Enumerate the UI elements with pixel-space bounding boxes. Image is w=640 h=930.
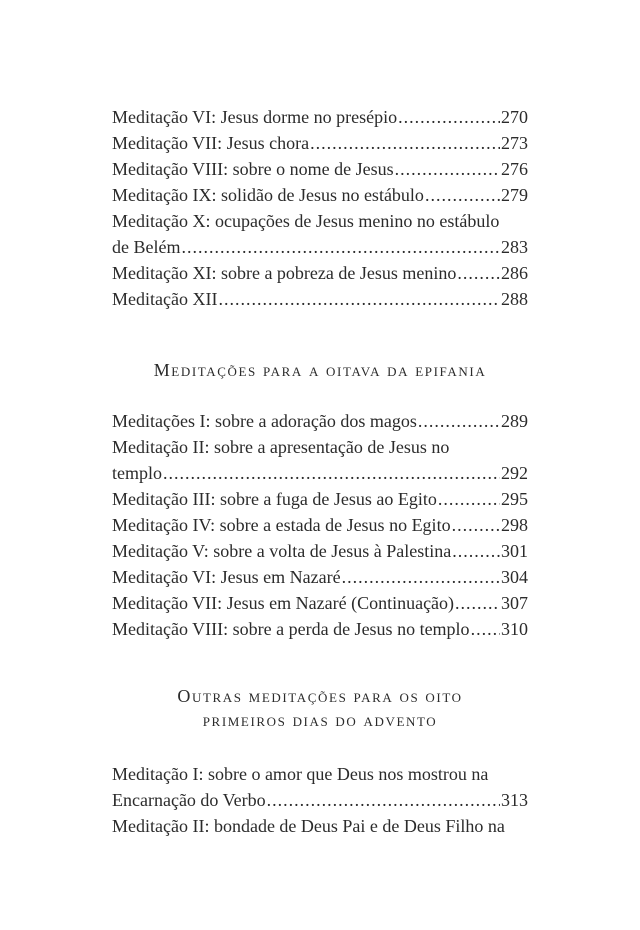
section-heading-line: Outras meditações para os oito bbox=[177, 686, 463, 706]
toc-entry-page: 283 bbox=[501, 237, 528, 257]
toc-entry-title: Meditação XI: sobre a pobreza de Jesus menino bbox=[112, 263, 457, 283]
toc-entry bbox=[112, 486, 528, 512]
toc-entry-title: Meditação VII: Jesus chora bbox=[112, 133, 310, 153]
toc-entry bbox=[112, 182, 528, 208]
toc-entry bbox=[112, 130, 528, 156]
toc-entry-page: 289 bbox=[501, 411, 528, 431]
leader-dots bbox=[163, 460, 500, 486]
toc-entry-page: 288 bbox=[501, 289, 528, 309]
toc-entry-page: 304 bbox=[501, 567, 528, 587]
toc-entry-page: 295 bbox=[501, 489, 528, 509]
section-heading-line: primeiros dias do advento bbox=[202, 710, 438, 730]
leader-dots bbox=[181, 234, 500, 260]
toc-entry-title: Meditações I: sobre a adoração dos magos bbox=[112, 411, 417, 431]
toc-entry bbox=[112, 286, 528, 312]
toc-entry-first-line: Meditação II: bondade de Deus Pai e de Deus Filho na bbox=[112, 816, 505, 836]
toc-section-3 bbox=[112, 761, 528, 839]
toc-entry-title: Meditação XII bbox=[112, 289, 218, 309]
toc-entry bbox=[112, 616, 528, 642]
toc-entry-title: de Belém bbox=[112, 237, 181, 257]
toc-entry bbox=[112, 787, 528, 813]
toc-entry-page: 270 bbox=[501, 107, 528, 127]
toc-entry bbox=[112, 408, 528, 434]
section-heading: Meditações para a oitava da epifania bbox=[153, 360, 487, 380]
leader-dots bbox=[418, 408, 500, 434]
leader-dots bbox=[395, 156, 500, 182]
leader-dots bbox=[455, 590, 500, 616]
toc-entry-first-line: Meditação X: ocupações de Jesus menino no estábulo bbox=[112, 211, 500, 231]
leader-dots bbox=[218, 286, 500, 312]
toc-entry-title: Meditação VIII: sobre o nome de Jesus bbox=[112, 159, 394, 179]
toc-entry-title: Meditação V: sobre a volta de Jesus à Palestina bbox=[112, 541, 452, 561]
toc-entry-first-line: Meditação I: sobre o amor que Deus nos mostrou na bbox=[112, 764, 489, 784]
leader-dots bbox=[452, 538, 500, 564]
toc-entry bbox=[112, 590, 528, 616]
toc-entry-page: 307 bbox=[501, 593, 528, 613]
toc-entry-title: Meditação VIII: sobre a perda de Jesus no templo bbox=[112, 619, 470, 639]
toc-entry-page: 292 bbox=[501, 463, 528, 483]
toc-entry-title: Meditação IX: solidão de Jesus no estábulo bbox=[112, 185, 424, 205]
toc-entry bbox=[112, 460, 528, 486]
toc-entry-title: Meditação VI: Jesus em Nazaré bbox=[112, 567, 341, 587]
leader-dots bbox=[471, 616, 500, 642]
toc-section-2 bbox=[112, 408, 528, 642]
toc-entry bbox=[112, 538, 528, 564]
toc-entry-title: templo bbox=[112, 463, 162, 483]
toc-entry-page: 276 bbox=[501, 159, 528, 179]
toc-entry-title: Meditação IV: sobre a estada de Jesus no Egito bbox=[112, 515, 451, 535]
leader-dots bbox=[425, 182, 500, 208]
toc-entry bbox=[112, 260, 528, 286]
toc-entry bbox=[112, 512, 528, 538]
leader-dots bbox=[398, 104, 500, 130]
leader-dots bbox=[438, 486, 500, 512]
toc-entry-first-line: Meditação II: sobre a apresentação de Jesus no bbox=[112, 437, 450, 457]
toc-entry bbox=[112, 564, 528, 590]
section-heading bbox=[112, 684, 528, 732]
leader-dots bbox=[342, 564, 500, 590]
leader-dots bbox=[267, 787, 500, 813]
toc-entry-title: Meditação VI: Jesus dorme no presépio bbox=[112, 107, 398, 127]
toc-entry-title: Meditação VII: Jesus em Nazaré (Continuação) bbox=[112, 593, 455, 613]
toc-entry-page: 279 bbox=[501, 185, 528, 205]
toc-entry-title: Meditação III: sobre a fuga de Jesus ao Egito bbox=[112, 489, 437, 509]
toc-entry-title: Encarnação do Verbo bbox=[112, 790, 266, 810]
toc-entry bbox=[112, 104, 528, 130]
toc-entry bbox=[112, 234, 528, 260]
leader-dots bbox=[310, 130, 500, 156]
toc-entry-page: 301 bbox=[501, 541, 528, 561]
toc-entry-page: 298 bbox=[501, 515, 528, 535]
toc-entry-page: 313 bbox=[501, 790, 528, 810]
toc-entry-page: 273 bbox=[501, 133, 528, 153]
toc-section-1 bbox=[112, 104, 528, 312]
toc-entry-page: 310 bbox=[501, 619, 528, 639]
leader-dots bbox=[452, 512, 500, 538]
leader-dots bbox=[457, 260, 500, 286]
toc-entry bbox=[112, 156, 528, 182]
toc-entry-page: 286 bbox=[501, 263, 528, 283]
